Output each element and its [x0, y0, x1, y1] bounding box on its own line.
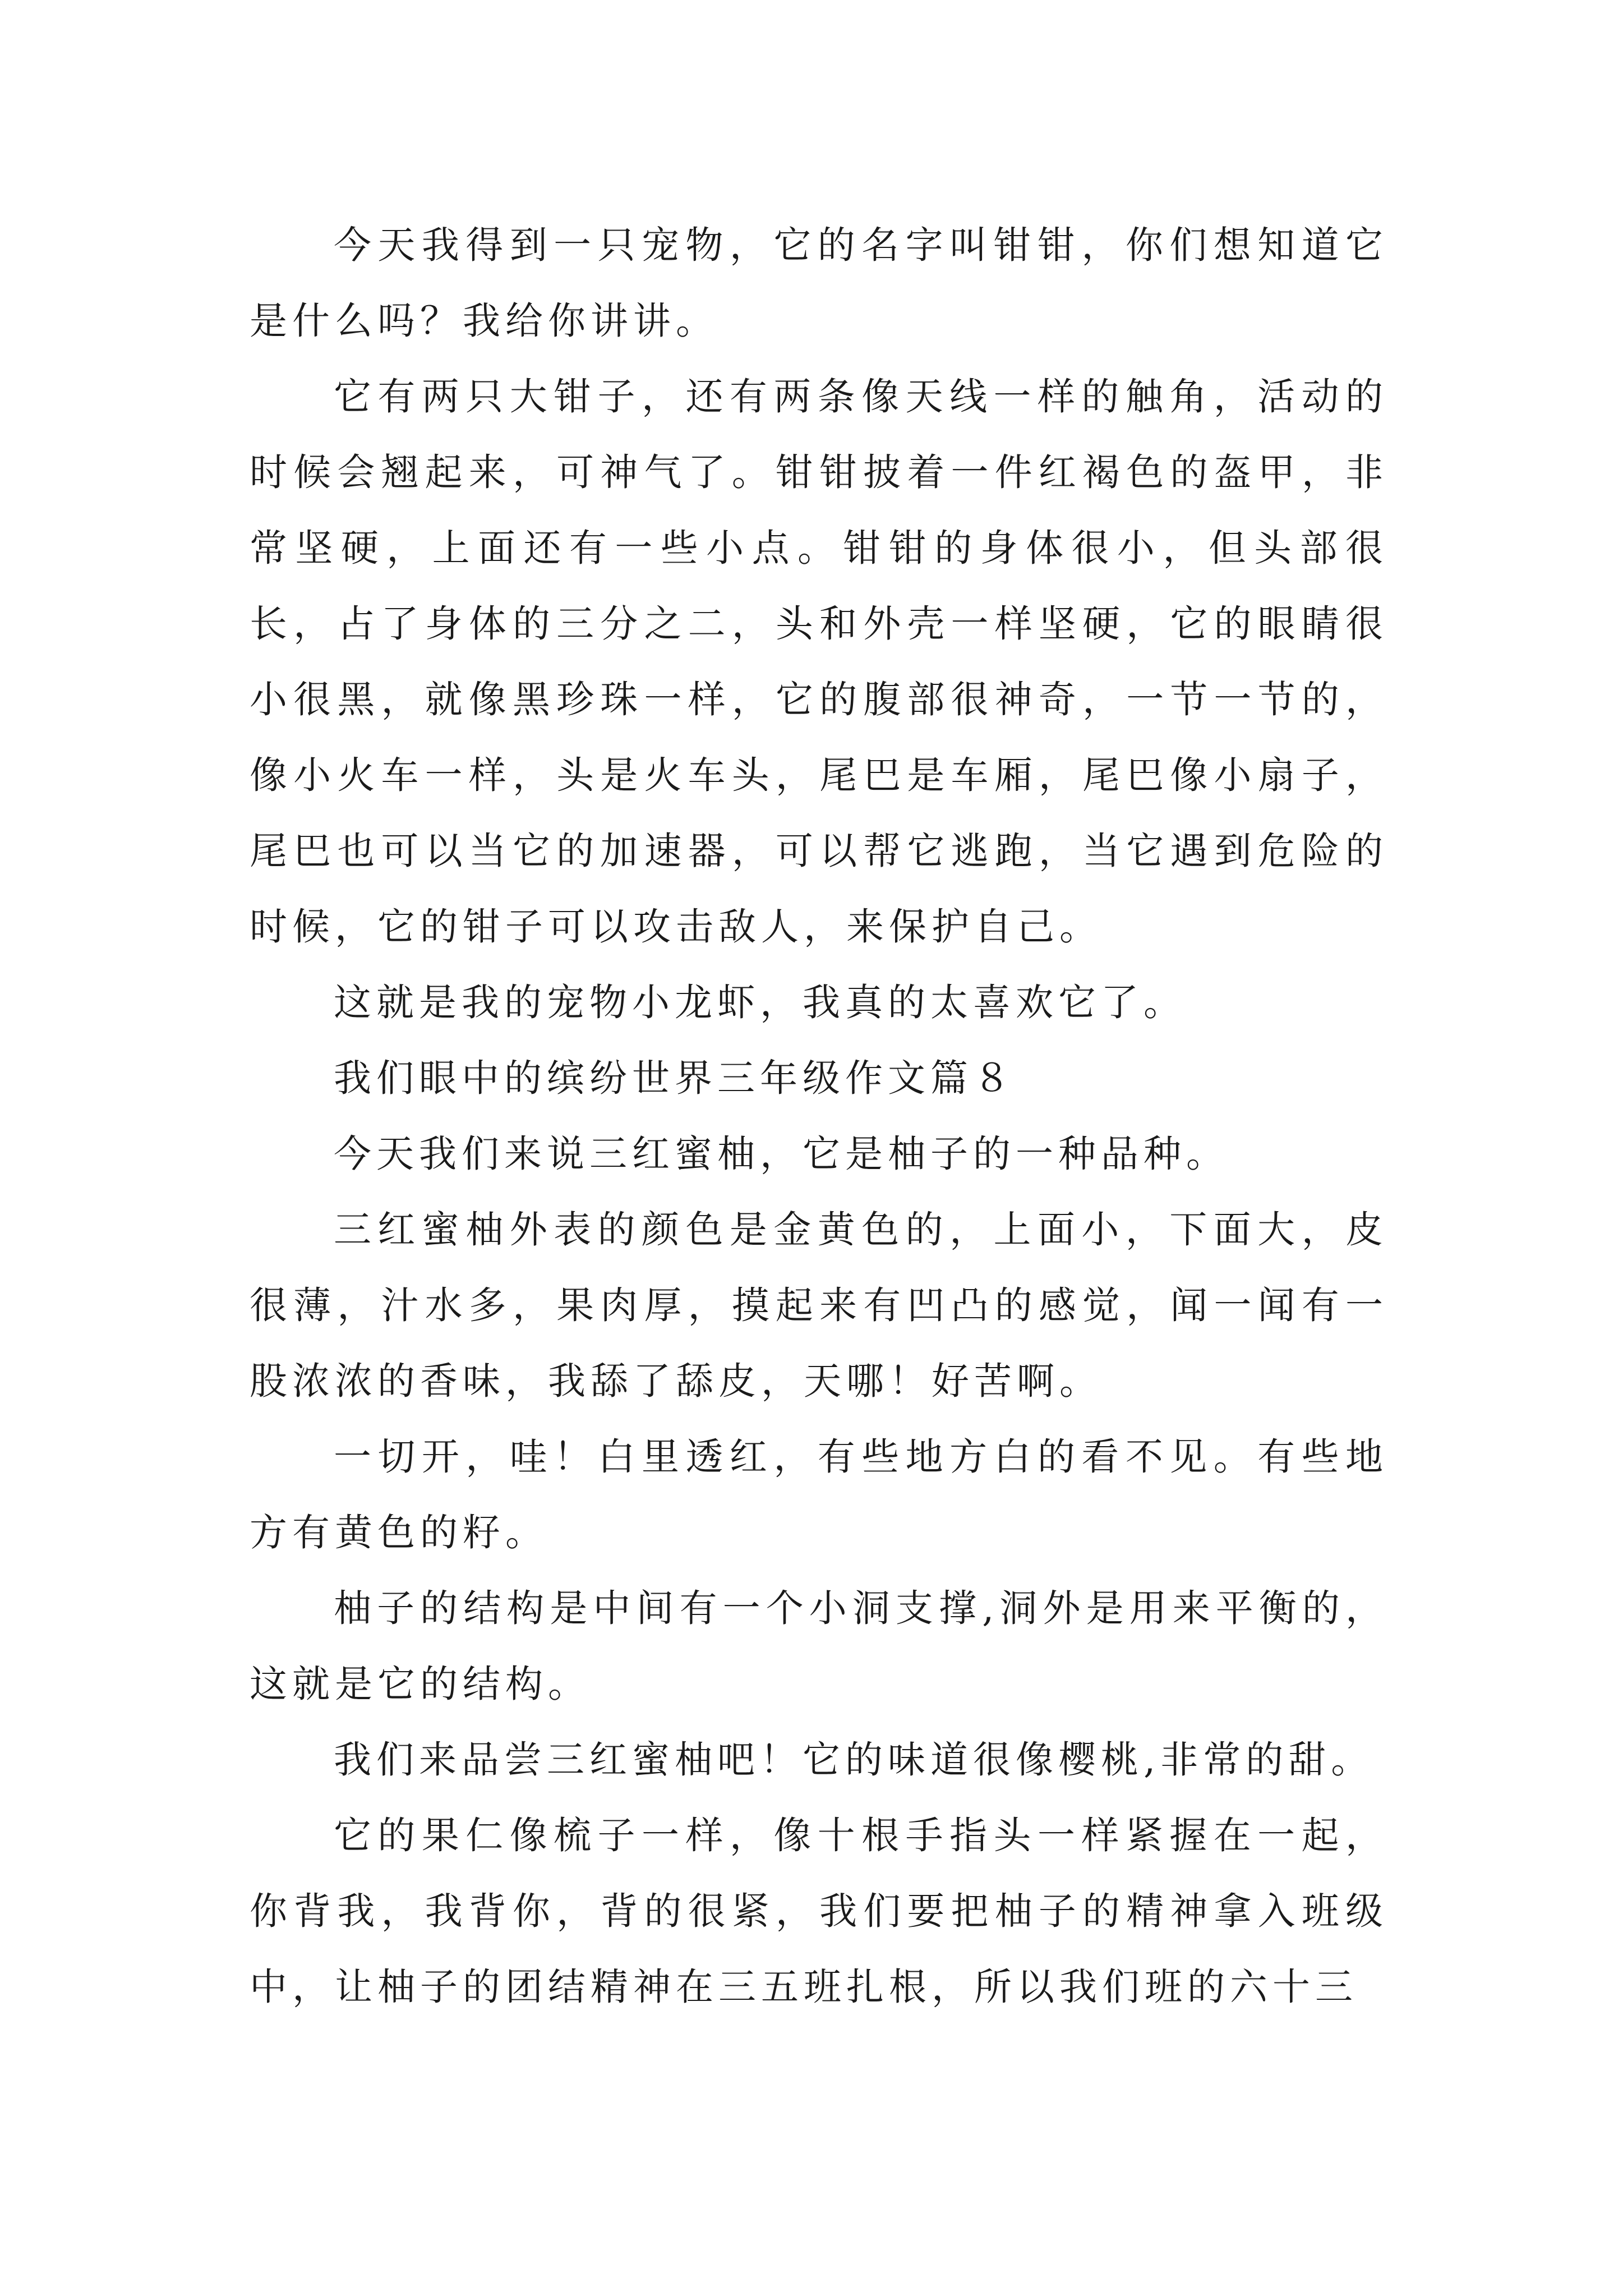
- document-body: [250, 208, 1388, 2025]
- paragraph-pomelo-spirit: 它的果仁像梳子一样，像十根手指头一样紧握在一起，你背我，我背你，背的很紧，我们要把柚子的精神拿入班级中，让柚子的团结精神在三五班扎根，所以我们班的六十三: [250, 1814, 1388, 2009]
- paragraph-pet-conclusion: 这就是我的宠物小龙虾，我真的太喜欢它了。: [334, 981, 1186, 1024]
- paragraph-pet-description: 它有两只大钳子，还有两条像天线一样的触角，活动的时候会翘起来，可神气了。钳钳披着一件红褐色的盔甲，非常坚硬，上面还有一些小点。钳钳的身体很小，但头部很长，占了身体的三分之二，头和外壳一样坚硬，它的眼睛很小很黑，就像黑珍珠一样，它的腹部很神奇，一节一节的，像小火车一样，头是火车头，尾巴是车厢，尾巴像小扇子，尾巴也可以当它的加速器，可以帮它逃跑，当它遇到危险的时候，它的钳子可以攻击敌人，来保护自己。: [250, 375, 1388, 949]
- paragraph-pomelo-appearance: 三红蜜柚外表的颜色是金黄色的，上面小，下面大，皮很薄，汁水多，果肉厚，摸起来有凹凸的感觉，闻一闻有一股浓浓的香味，我舔了舔皮，天哪！好苦啊。: [250, 1208, 1388, 1403]
- paragraph-pomelo-intro: 今天我们来说三红蜜柚，它是柚子的一种品种。: [334, 1132, 1229, 1176]
- paragraph-pomelo-taste: 我们来品尝三红蜜柚吧！它的味道很像樱桃,非常的甜。: [334, 1738, 1374, 1782]
- section-heading: 我们眼中的缤纷世界三年级作文篇８: [334, 1056, 1016, 1100]
- paragraph-pet-intro: 今天我得到一只宠物，它的名字叫钳钳，你们想知道它是什么吗？我给你讲讲。: [250, 223, 1388, 343]
- paragraph-pomelo-inside: 一切开，哇！白里透红，有些地方白的看不见。有些地方有黄色的籽。: [250, 1435, 1388, 1554]
- paragraph-pomelo-structure: 柚子的结构是中间有一个小洞支撑,洞外是用来平衡的，这就是它的结构。: [250, 1586, 1388, 1706]
